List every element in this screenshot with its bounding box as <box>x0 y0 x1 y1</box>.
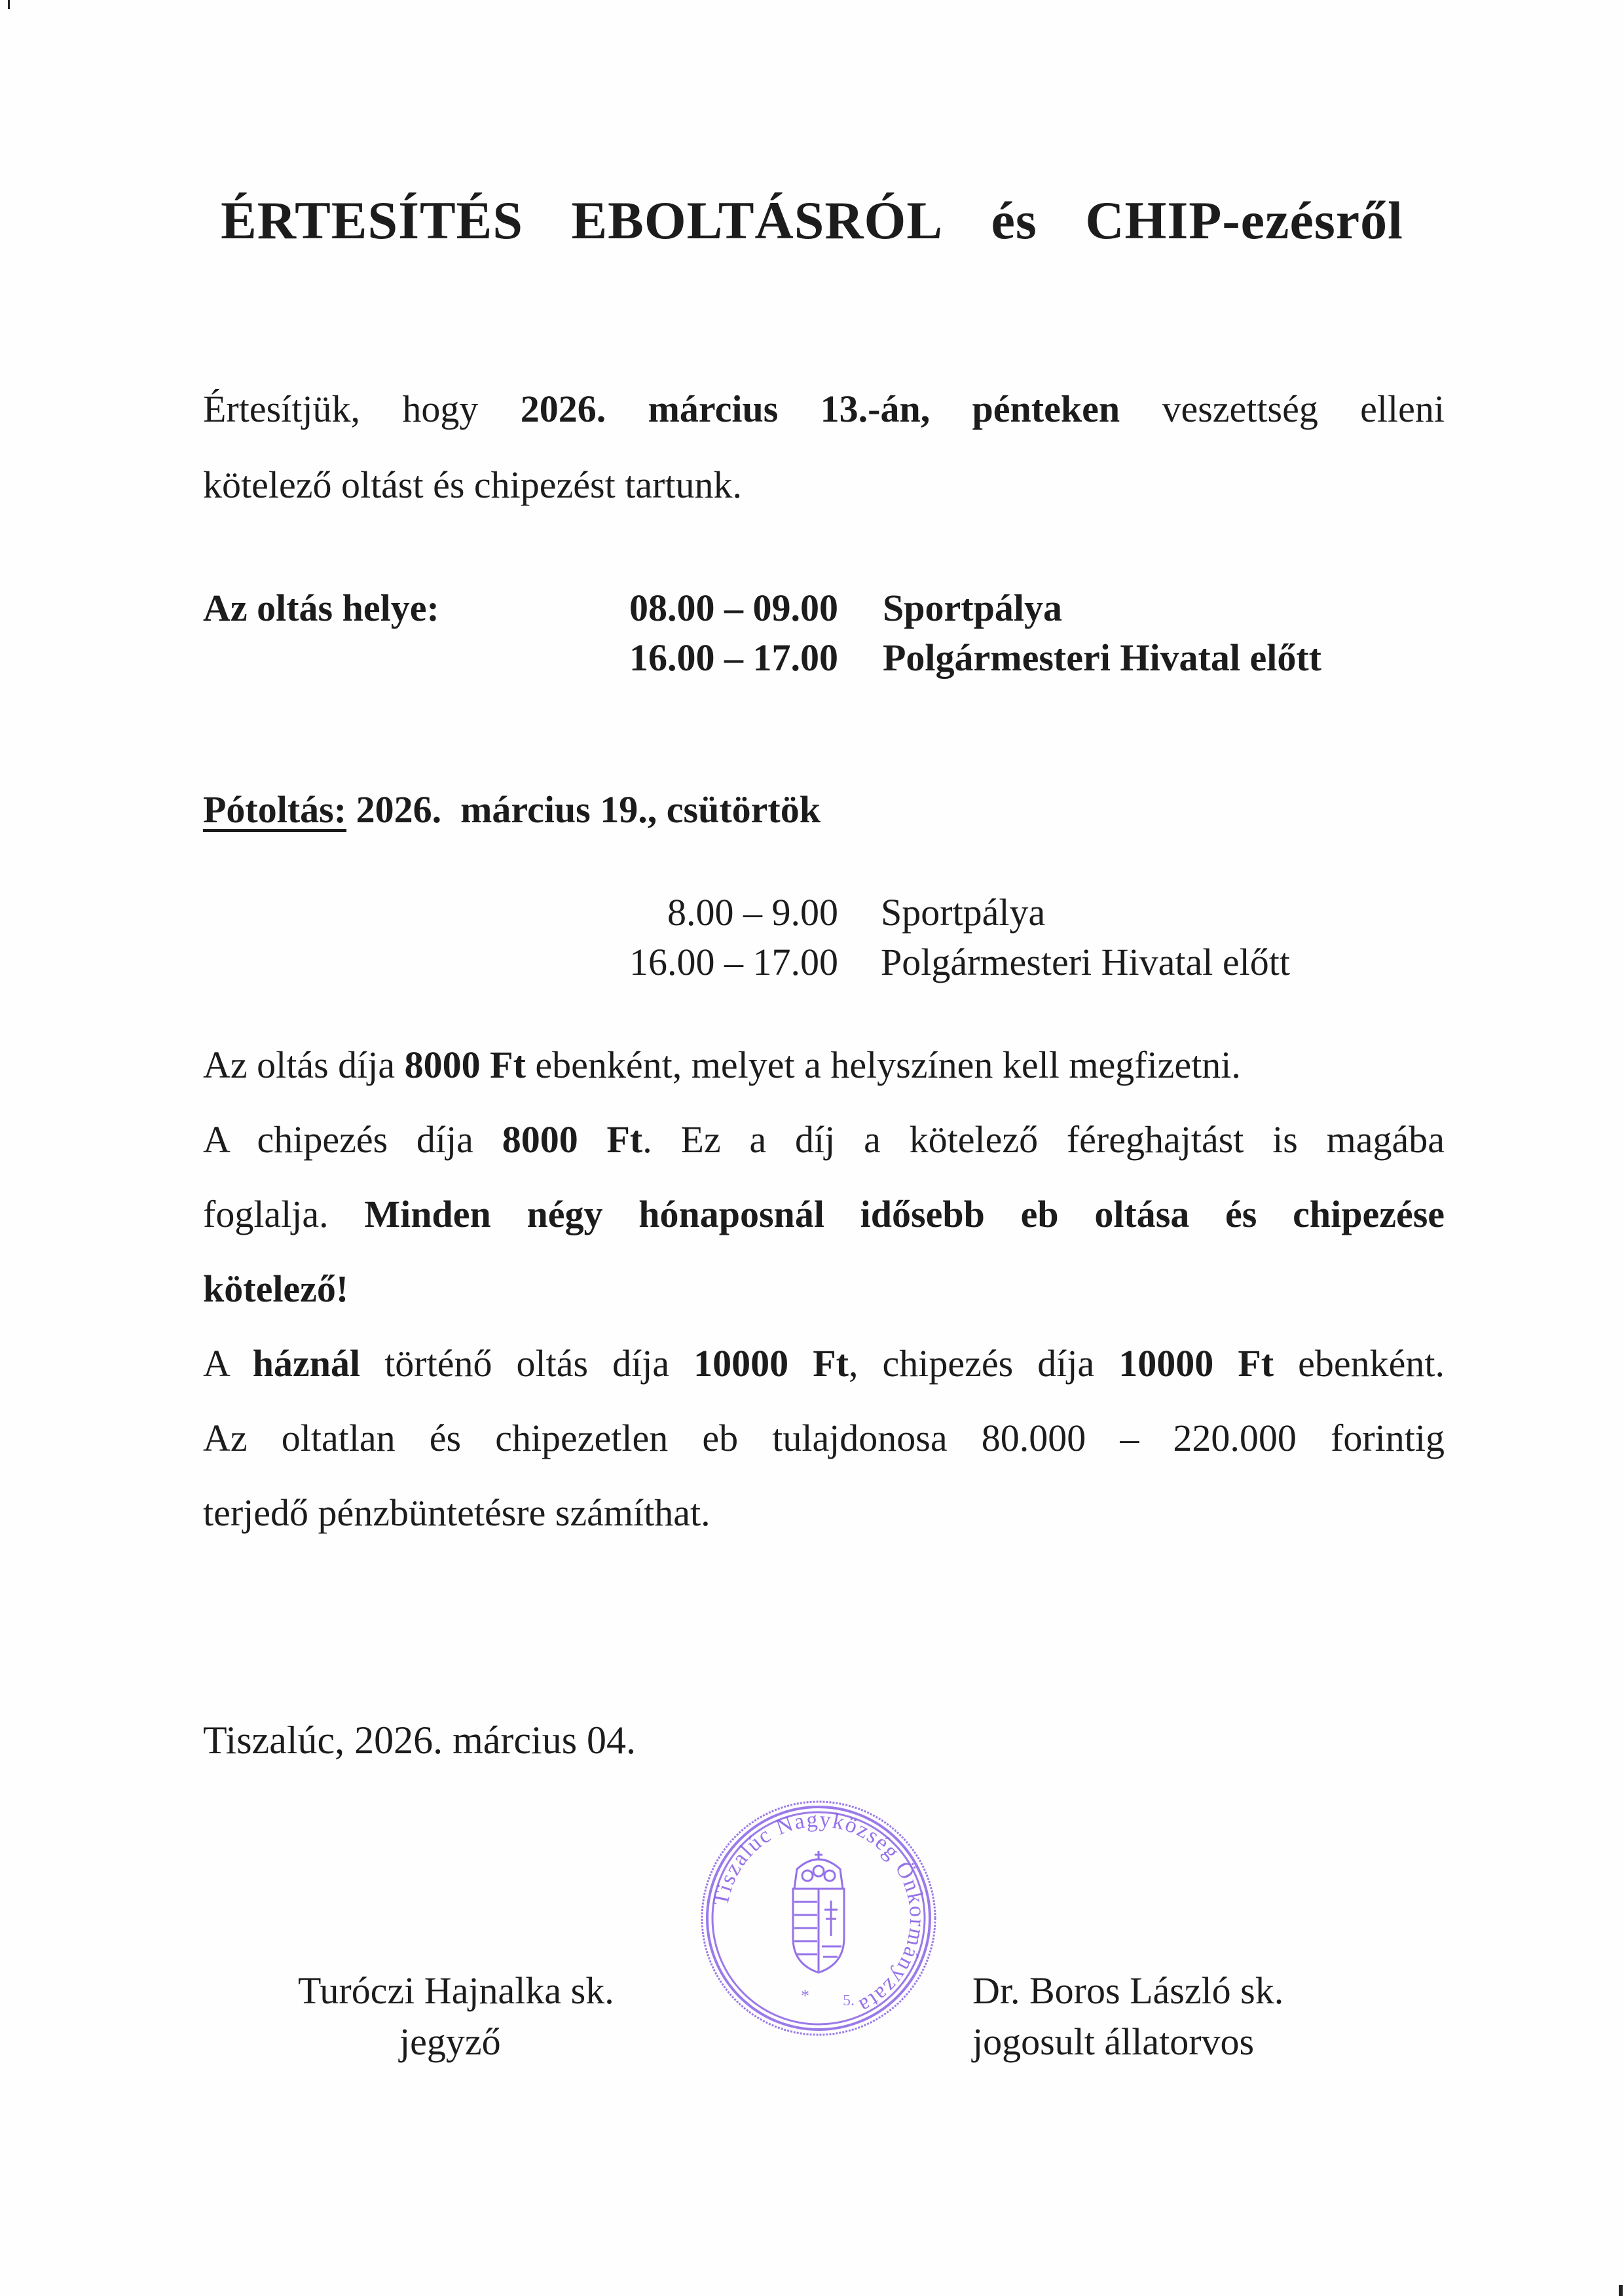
makeup-time: 8.00 – 9.00 <box>667 891 838 934</box>
mandatory-notice: kötelező! <box>203 1267 349 1310</box>
signature-name: Turóczi Hajnalka sk. <box>298 1969 614 2012</box>
fee-line-1 <box>203 1046 1445 1084</box>
fee-line-6: Az oltatlan és chipezetlen eb tulajdonosa 80.000 – 220.000 forintig <box>203 1417 1445 1459</box>
makeup-place: Sportpálya <box>881 891 1046 934</box>
scan-artifact <box>1619 2285 1623 2296</box>
text-run: A chipezés díja <box>203 1118 473 1161</box>
fee-line-5 <box>203 1342 1445 1385</box>
schedule-place: Polgármesteri Hivatal előtt <box>883 636 1321 679</box>
text-run: A <box>203 1342 229 1385</box>
title-word: EBOLTÁSRÓL <box>571 191 944 250</box>
fee-line-4 <box>203 1267 1445 1310</box>
intro-prefix: Értesítjük, hogy <box>203 388 479 430</box>
place-date: Tiszalúc, 2026. március 04. <box>203 1719 637 1762</box>
stamp-star-icon: * <box>801 1986 809 2005</box>
fee-line-2 <box>203 1118 1445 1161</box>
makeup-date: 2026. március 19., csütörtök <box>356 788 821 831</box>
text-run: . Ez a díj a kötelező féreghajtást is magába <box>642 1118 1445 1161</box>
signature-role: jegyző <box>399 2020 501 2063</box>
title-word: ÉRTESÍTÉS <box>221 191 523 250</box>
schedule-place: Sportpálya <box>883 587 1062 629</box>
signature-name: Dr. Boros László sk. <box>972 1969 1284 2012</box>
document-title <box>0 190 1624 251</box>
title-word: CHIP-ezésről <box>1085 191 1403 250</box>
makeup-label: Pótoltás: <box>203 788 347 831</box>
stamp-text: Tiszalúc Nagyközség Önkormányzata <box>709 1807 930 2019</box>
fee-amount: 8000 Ft <box>502 1118 643 1161</box>
stamp-seal-icon <box>697 1797 940 2039</box>
title-word: és <box>991 191 1037 250</box>
event-date: 2026. március 13.-án, pénteken <box>520 388 1120 430</box>
text-run: ebenként. <box>1298 1342 1445 1385</box>
schedule-time: 16.00 – 17.00 <box>629 636 838 679</box>
official-stamp <box>697 1797 940 2039</box>
stamp-number: 5. <box>843 1992 855 2009</box>
text-run: foglalja. <box>203 1193 329 1235</box>
fee-amount: 10000 Ft <box>693 1342 849 1385</box>
makeup-place: Polgármesteri Hivatal előtt <box>881 941 1290 983</box>
makeup-time: 16.00 – 17.00 <box>629 941 838 983</box>
intro-line-1 <box>203 390 1445 428</box>
text-run: , chipezés díja <box>848 1342 1095 1385</box>
text-run: ebenként, melyet a helyszínen kell megfizetni. <box>535 1044 1241 1086</box>
signature-role: jogosult állatorvos <box>972 2020 1255 2063</box>
makeup-heading <box>203 788 821 831</box>
schedule-label: Az oltás helye: <box>203 587 439 629</box>
text-run: történő oltás díja <box>384 1342 670 1385</box>
scan-artifact <box>8 0 10 9</box>
intro-line-2: kötelező oltást és chipezést tartunk. <box>203 464 742 506</box>
home-visit-label: háznál <box>252 1342 361 1385</box>
fee-amount: 8000 Ft <box>404 1044 526 1086</box>
fee-line-3 <box>203 1195 1445 1233</box>
schedule-time: 08.00 – 09.00 <box>629 587 838 629</box>
mandatory-notice: Minden négy hónaposnál idősebb eb oltása és chipezése <box>364 1193 1445 1235</box>
fee-line-7: terjedő pénzbüntetésre számíthat. <box>203 1491 710 1534</box>
text-run: Az oltás díja <box>203 1044 396 1086</box>
coat-of-arms-icon <box>793 1851 844 1973</box>
intro-suffix: veszettség elleni <box>1162 388 1445 430</box>
fee-amount: 10000 Ft <box>1118 1342 1274 1385</box>
